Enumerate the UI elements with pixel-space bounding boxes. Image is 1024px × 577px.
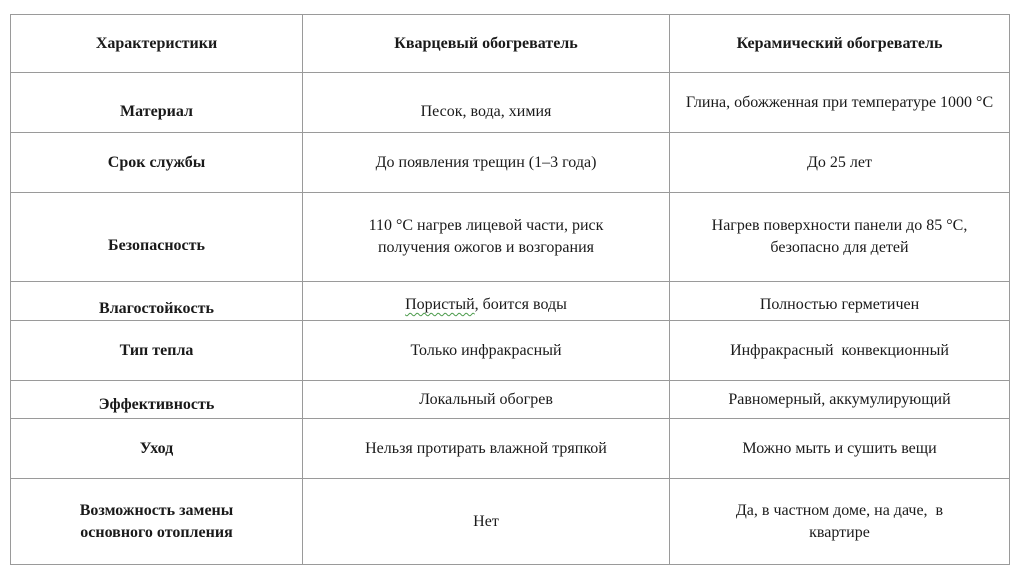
table-row [11,321,1010,381]
table-row [11,282,1010,321]
row-label: Влагостойкость [11,282,303,321]
row-label: Уход [11,419,303,479]
ceramic-cell: Глина, обожженная при температуре 1000 °С [670,73,1010,133]
quartz-cell-rest: , боится воды [474,296,567,313]
quartz-cell: Нельзя протирать влажной тряпкой [303,419,670,479]
ceramic-cell: Полностью герметичен [670,282,1010,321]
quartz-cell: Нет [303,479,670,565]
header-ceramic: Керамический обогреватель [670,15,1010,73]
quartz-cell: Локальный обогрев [303,381,670,419]
quartz-cell: Песок, вода, химия [303,73,670,133]
table-row [11,479,1010,565]
quartz-cell: До появления трещин (1–3 года) [303,133,670,193]
row-label: Возможность замены основного отопления [11,479,303,565]
comparison-table-container [10,14,1009,565]
header-row [11,15,1010,73]
table-row [11,381,1010,419]
table-row [11,73,1010,133]
quartz-cell [303,282,670,321]
table-row [11,133,1010,193]
ceramic-cell: Можно мыть и сушить вещи [670,419,1010,479]
ceramic-cell: Равномерный, аккумулирующий [670,381,1010,419]
ceramic-cell: Да, в частном доме, на даче, в квартире [670,479,1010,565]
quartz-cell: 110 °С нагрев лицевой части, риск получения ожогов и возгорания [303,193,670,282]
ceramic-cell: Инфракрасный конвекционный [670,321,1010,381]
ceramic-cell: Нагрев поверхности панели до 85 °С, безопасно для детей [670,193,1010,282]
header-quartz: Кварцевый обогреватель [303,15,670,73]
table-row [11,419,1010,479]
row-label: Безопасность [11,193,303,282]
row-label: Материал [11,73,303,133]
ceramic-cell: До 25 лет [670,133,1010,193]
header-characteristics: Характеристики [11,15,303,73]
row-label: Тип тепла [11,321,303,381]
spellcheck-word: Пористый [405,296,475,313]
quartz-cell: Только инфракрасный [303,321,670,381]
table-row [11,193,1010,282]
heater-comparison-table [10,14,1010,565]
row-label: Срок службы [11,133,303,193]
row-label: Эффективность [11,381,303,419]
